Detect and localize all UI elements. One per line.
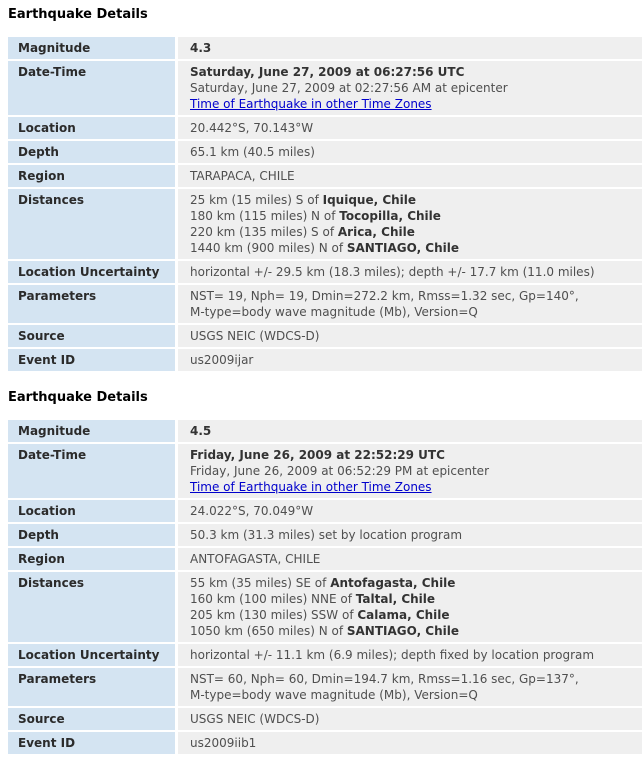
row-label: Magnitude	[8, 420, 175, 442]
row-label: Parameters	[8, 285, 175, 323]
distance-line	[190, 591, 634, 607]
source-value: USGS NEIC (WDCS-D)	[178, 325, 642, 347]
table-row-date-time	[8, 61, 642, 115]
table-row-location	[8, 117, 642, 139]
distance-prefix: 180 km (115 miles) N of	[190, 209, 340, 223]
table-row-parameters	[8, 668, 642, 706]
row-label: Event ID	[8, 349, 175, 371]
depth-value: 50.3 km (31.3 miles) set by location program	[178, 524, 642, 546]
date-time-local: Friday, June 26, 2009 at 06:52:29 PM at epicenter	[190, 464, 489, 478]
distance-prefix: 1440 km (900 miles) N of	[190, 241, 347, 255]
location-value: 24.022°S, 70.049°W	[178, 500, 642, 522]
parameters-value	[178, 668, 642, 706]
row-label: Date-Time	[8, 61, 175, 115]
date-time-value	[178, 61, 642, 115]
table-row-event-id	[8, 349, 642, 371]
table-row-parameters	[8, 285, 642, 323]
date-time-value	[178, 444, 642, 498]
magnitude-value: 4.3	[178, 37, 642, 59]
distance-prefix: 205 km (130 miles) SSW of	[190, 608, 358, 622]
distance-prefix: 1050 km (650 miles) N of	[190, 624, 347, 638]
parameters-line-1: NST= 60, Nph= 60, Dmin=194.7 km, Rmss=1.16 sec, Gp=137°,	[190, 672, 579, 686]
distance-place: Antofagasta, Chile	[330, 576, 456, 590]
magnitude-value: 4.5	[178, 420, 642, 442]
row-label: Depth	[8, 141, 175, 163]
table-row-magnitude	[8, 37, 642, 59]
section-heading: Earthquake Details	[8, 7, 148, 22]
date-time-link-line	[190, 96, 634, 112]
row-label: Source	[8, 325, 175, 347]
table-row-depth	[8, 524, 642, 546]
row-label: Distances	[8, 572, 175, 642]
distance-prefix: 25 km (15 miles) S of	[190, 193, 323, 207]
row-label: Region	[8, 165, 175, 187]
distances-value	[178, 189, 642, 259]
date-time-local: Saturday, June 27, 2009 at 02:27:56 AM at epicenter	[190, 81, 508, 95]
table-row-date-time	[8, 444, 642, 498]
event-id-value: us2009ijar	[178, 349, 642, 371]
row-label: Event ID	[8, 732, 175, 754]
distance-place: SANTIAGO, Chile	[346, 241, 460, 255]
distance-line	[190, 208, 634, 224]
table-row-location-uncertainty	[8, 261, 642, 283]
section-heading: Earthquake Details	[8, 390, 148, 405]
distance-place: Tocopilla, Chile	[339, 209, 441, 223]
row-label: Depth	[8, 524, 175, 546]
parameters-value	[178, 285, 642, 323]
distance-place: Calama, Chile	[357, 608, 450, 622]
row-label: Region	[8, 548, 175, 570]
date-time-utc: Saturday, June 27, 2009 at 06:27:56 UTC	[190, 65, 465, 79]
table-row-distances	[8, 572, 642, 642]
earthquake-details-table	[8, 420, 642, 754]
row-label: Magnitude	[8, 37, 175, 59]
distance-place: Iquique, Chile	[322, 193, 417, 207]
distance-place: Taltal, Chile	[355, 592, 436, 606]
distance-line	[190, 224, 634, 240]
parameters-line-2: M-type=body wave magnitude (Mb), Version=Q	[190, 305, 478, 319]
distance-prefix: 220 km (135 miles) S of	[190, 225, 338, 239]
distance-line	[190, 240, 634, 256]
row-label: Parameters	[8, 668, 175, 706]
distance-prefix: 55 km (35 miles) SE of	[190, 576, 331, 590]
location-value: 20.442°S, 70.143°W	[178, 117, 642, 139]
table-row-source	[8, 325, 642, 347]
location-uncertainty-value: horizontal +/- 11.1 km (6.9 miles); depth fixed by location program	[178, 644, 642, 666]
distance-prefix: 160 km (100 miles) NNE of	[190, 592, 356, 606]
table-row-event-id	[8, 732, 642, 754]
distance-place: SANTIAGO, Chile	[346, 624, 460, 638]
distance-line	[190, 607, 634, 623]
source-value: USGS NEIC (WDCS-D)	[178, 708, 642, 730]
earthquake-section-2	[0, 371, 644, 754]
row-label: Distances	[8, 189, 175, 259]
parameters-line-2: M-type=body wave magnitude (Mb), Version=Q	[190, 688, 478, 702]
parameters-line-1: NST= 19, Nph= 19, Dmin=272.2 km, Rmss=1.32 sec, Gp=140°,	[190, 289, 579, 303]
row-label: Source	[8, 708, 175, 730]
table-row-location	[8, 500, 642, 522]
time-zones-link[interactable]: Time of Earthquake in other Time Zones	[190, 97, 432, 111]
location-uncertainty-value: horizontal +/- 29.5 km (18.3 miles); depth +/- 17.7 km (11.0 miles)	[178, 261, 642, 283]
table-row-source	[8, 708, 642, 730]
row-label: Location Uncertainty	[8, 261, 175, 283]
distance-line	[190, 575, 634, 591]
table-row-region	[8, 548, 642, 570]
earthquake-details-table	[8, 37, 642, 371]
distances-value	[178, 572, 642, 642]
event-id-value: us2009iib1	[178, 732, 642, 754]
row-label: Date-Time	[8, 444, 175, 498]
table-row-magnitude	[8, 420, 642, 442]
date-time-link-line	[190, 479, 634, 495]
region-value: ANTOFAGASTA, CHILE	[178, 548, 642, 570]
distance-line	[190, 623, 634, 639]
time-zones-link[interactable]: Time of Earthquake in other Time Zones	[190, 480, 432, 494]
table-row-region	[8, 165, 642, 187]
row-label: Location Uncertainty	[8, 644, 175, 666]
depth-value: 65.1 km (40.5 miles)	[178, 141, 642, 163]
table-row-depth	[8, 141, 642, 163]
row-label: Location	[8, 500, 175, 522]
table-row-location-uncertainty	[8, 644, 642, 666]
row-label: Location	[8, 117, 175, 139]
distance-line	[190, 192, 634, 208]
region-value: TARAPACA, CHILE	[178, 165, 642, 187]
distance-place: Arica, Chile	[337, 225, 415, 239]
table-row-distances	[8, 189, 642, 259]
date-time-utc: Friday, June 26, 2009 at 22:52:29 UTC	[190, 448, 445, 462]
earthquake-section-1	[0, 0, 644, 371]
